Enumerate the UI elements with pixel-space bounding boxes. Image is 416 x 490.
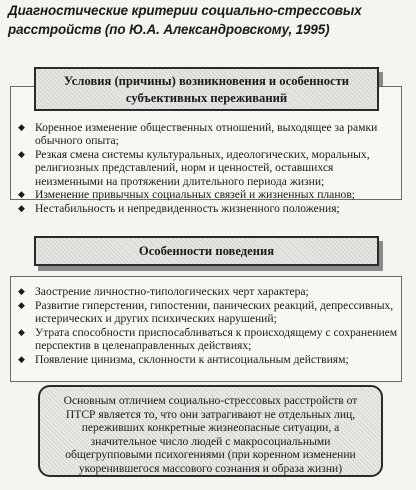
- list-item: [16, 326, 400, 353]
- conditions-list: [16, 121, 400, 216]
- diamond-bullet-icon: ◆: [18, 286, 25, 296]
- list-item-text: Нестабильность и непредвиденность жизненного положения;: [35, 202, 340, 215]
- diamond-bullet-icon: ◆: [18, 189, 25, 200]
- list-item: [16, 202, 400, 215]
- list-item-text: Резкая смена системы культуральных, идеологических, моральных, религиозных представлений, норм и ценностей, оставшихся неизменными на протяжении длительного периода жизни;: [35, 148, 370, 188]
- diamond-bullet-icon: ◆: [18, 299, 25, 310]
- list-item-text: Заострение личностно-типологических черт характера;: [35, 285, 309, 298]
- list-item: [16, 148, 400, 188]
- diamond-bullet-icon: ◆: [18, 353, 25, 364]
- list-item: [16, 299, 400, 326]
- list-item-text: Утрата способности приспосабливаться к происходящему с сохранением перспектив в целенаправленных действиях;: [35, 325, 398, 352]
- list-item: [16, 353, 400, 366]
- ptsd-difference-note: Основным отличием социально-стрессовых расстройств от ПТСР является то, что они затрагивают не отдельных лиц, переживших конкретные жизнеопасные ситуации, а значительное число людей с макросоциальными общегрупповыми психогениями (при коренном изменении укоренившегося массового сознания и образа жизни): [38, 385, 383, 477]
- list-item: [16, 121, 400, 148]
- diamond-bullet-icon: ◆: [18, 149, 25, 159]
- list-item-text: Появление цинизма, склонности к антисоциальным действиям;: [35, 352, 349, 366]
- behavior-header: Особенности поведения: [34, 236, 379, 266]
- conditions-header: Условия (причины) возникновения и особенности субъективных переживаний: [34, 67, 379, 111]
- page-title: Диагностические критерии социально-стрессовых расстройств (по Ю.А. Александровскому, 1995): [8, 3, 362, 37]
- list-item-text: Изменение привычных социальных связей и жизненных планов;: [35, 188, 356, 202]
- list-item: [16, 285, 400, 298]
- list-item-text: Коренное изменение общественных отношений, выходящее за рамки обычного опыта;: [35, 121, 378, 148]
- diamond-bullet-icon: ◆: [18, 326, 25, 337]
- diamond-bullet-icon: ◆: [18, 122, 25, 132]
- list-item-text: Развитие гиперстении, гипостении, панических реакций, депрессивных, истерических и других психических нарушений;: [35, 298, 394, 325]
- behavior-list: [16, 285, 400, 366]
- diamond-bullet-icon: ◆: [18, 203, 25, 213]
- list-item: [16, 188, 400, 201]
